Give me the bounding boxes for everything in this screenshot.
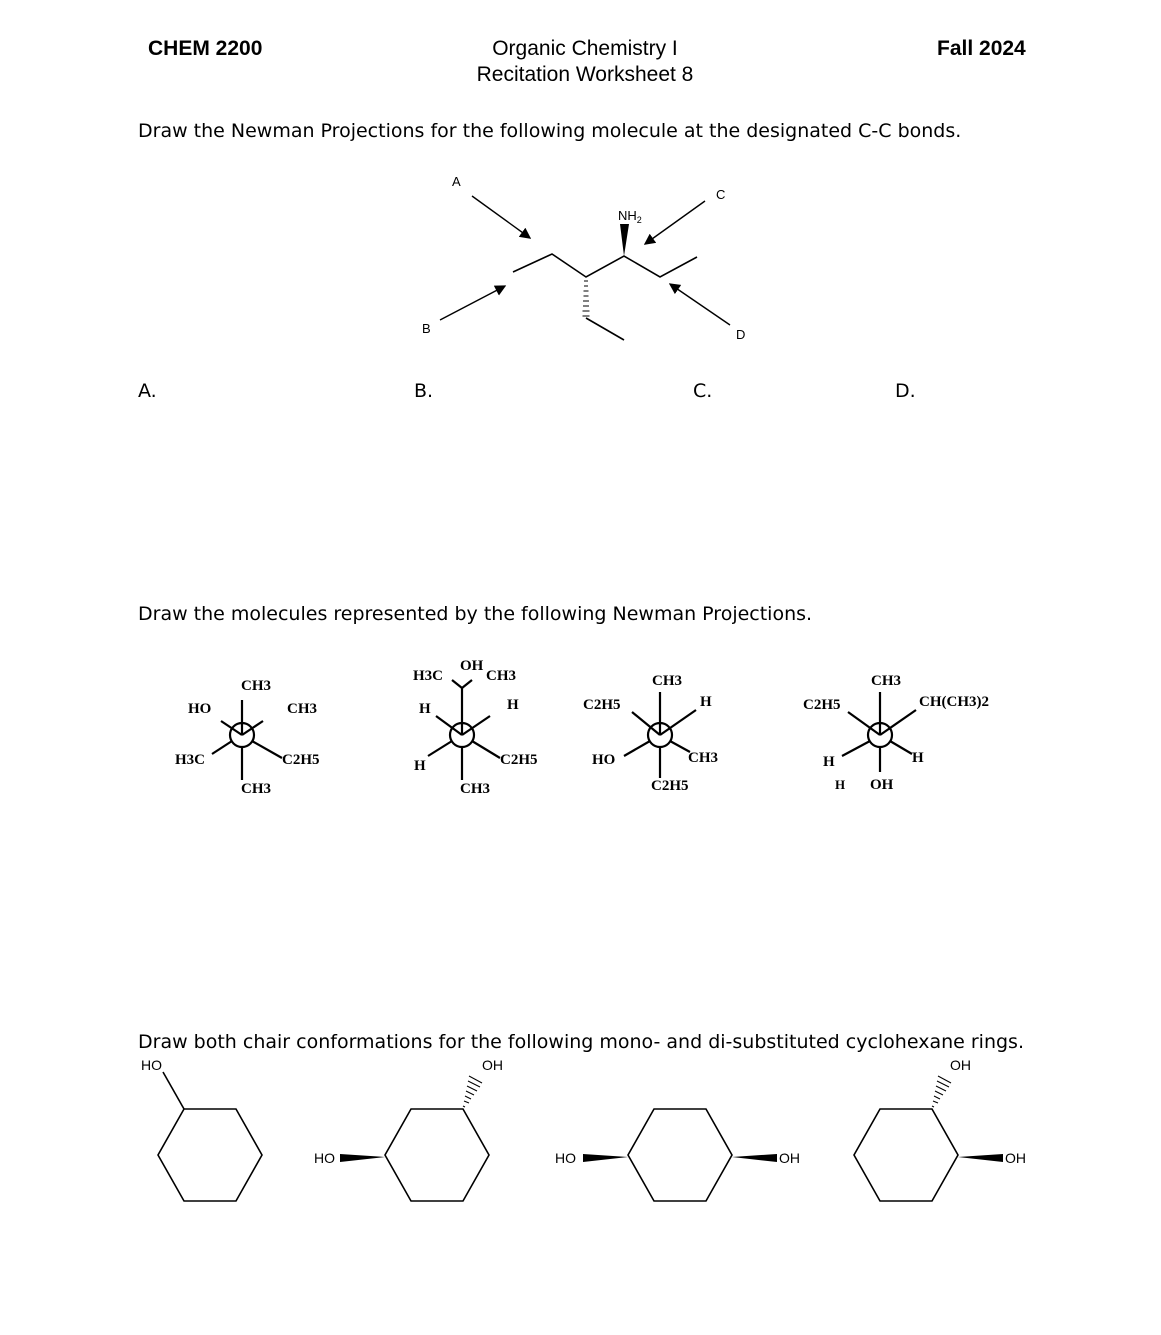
arrow-a xyxy=(472,196,530,238)
p3-top: CH3 xyxy=(652,673,682,689)
p4-upper-right: CH(CH3)2 xyxy=(919,694,989,710)
p1-upper-right: CH3 xyxy=(287,701,317,717)
p1-lower-right: C2H5 xyxy=(282,752,320,768)
answer-label-d: D. xyxy=(895,380,916,402)
solid-wedge-bond xyxy=(620,224,629,256)
instruction-newman-draw: Draw the Newman Projections for the following molecule at the designated C-C bonds. xyxy=(138,120,962,142)
ring4-hash xyxy=(932,1076,951,1107)
cyclohexane-ring-3 xyxy=(628,1109,732,1201)
nh2-label: $NH_2$ xyxy=(618,208,642,225)
newman-projection-2 xyxy=(428,680,500,780)
bond-label-c: C xyxy=(716,187,726,202)
worksheet-title-line2: Recitation Worksheet 8 xyxy=(476,63,694,86)
answer-label-a: A. xyxy=(138,380,157,402)
ring2-hash xyxy=(463,1076,482,1107)
p3-bottom: C2H5 xyxy=(651,778,689,794)
ring1-ho: HO xyxy=(141,1057,162,1073)
p2-upper-left: H xyxy=(419,701,431,717)
cyclohexane-ring-4 xyxy=(854,1109,958,1201)
p4-bottom: OH xyxy=(870,777,894,793)
p2-lower-right: C2H5 xyxy=(500,752,538,768)
answer-label-b: B. xyxy=(414,380,434,402)
arrow-d xyxy=(670,284,730,325)
p4-lower-left: H xyxy=(823,754,835,770)
p3-upper-right: H xyxy=(700,694,712,710)
p1-upper-left: HO xyxy=(188,701,212,717)
newman-projection-1 xyxy=(212,700,282,780)
p3-lower-right: CH3 xyxy=(688,750,718,766)
p1-top: CH3 xyxy=(241,678,271,694)
newman-projection-3 xyxy=(624,692,696,778)
instruction-chair: Draw both chair conformations for the following mono- and di-substituted cyclohexane rings. xyxy=(138,1031,1024,1053)
p2-lower-left: H xyxy=(414,758,426,774)
cyclohexane-ring-2 xyxy=(385,1109,489,1201)
p2-bottom: CH3 xyxy=(460,781,490,797)
p4-lower-right: H xyxy=(912,750,924,766)
ring4-wedge xyxy=(958,1154,1003,1162)
newman-projections xyxy=(0,650,1161,810)
carbon-backbone xyxy=(513,254,697,277)
hashed-wedge-bond xyxy=(583,281,590,316)
course-code: CHEM 2200 xyxy=(148,37,263,60)
ring3-wedge-left xyxy=(583,1154,628,1162)
ring2-ho: HO xyxy=(314,1150,335,1166)
term-label: Fall 2024 xyxy=(937,37,1026,60)
p2-top-left-extra: H3C xyxy=(413,668,443,684)
p2-upper-right: H xyxy=(507,697,519,713)
p1-lower-left: H3C xyxy=(175,752,205,768)
p4-bottom-left-extra: H xyxy=(835,777,846,792)
arrow-c xyxy=(645,201,705,244)
bond-label-b: B xyxy=(422,321,431,336)
p4-top: CH3 xyxy=(871,673,901,689)
p4-upper-left: C2H5 xyxy=(803,697,841,713)
p3-upper-left: C2H5 xyxy=(583,697,621,713)
cyclohexane-rings xyxy=(0,1050,1161,1230)
ring3-oh: OH xyxy=(779,1150,800,1166)
ring4-oh-right: OH xyxy=(1005,1150,1026,1166)
ring3-wedge-right xyxy=(732,1154,777,1162)
bond-label-d: D xyxy=(736,327,746,342)
worksheet-title-line1: Organic Chemistry I xyxy=(492,37,678,60)
p2-top: OH xyxy=(460,658,484,674)
ring4-oh-top: OH xyxy=(950,1057,971,1073)
skeletal-molecule xyxy=(0,0,1161,360)
newman-projection-4 xyxy=(842,692,916,772)
bond-label-a: A xyxy=(452,174,461,189)
arrow-b xyxy=(440,286,505,320)
p1-bottom: CH3 xyxy=(241,781,271,797)
ring3-ho: HO xyxy=(555,1150,576,1166)
ethyl-bond xyxy=(586,318,624,340)
cyclohexane-ring-1 xyxy=(158,1072,262,1201)
answer-label-c: C. xyxy=(693,380,713,402)
ring2-oh: OH xyxy=(482,1057,503,1073)
ring2-wedge xyxy=(340,1154,385,1162)
p3-lower-left: HO xyxy=(592,752,616,768)
instruction-newman-interpret: Draw the molecules represented by the following Newman Projections. xyxy=(138,603,813,625)
p2-top-right-extra: CH3 xyxy=(486,668,516,684)
